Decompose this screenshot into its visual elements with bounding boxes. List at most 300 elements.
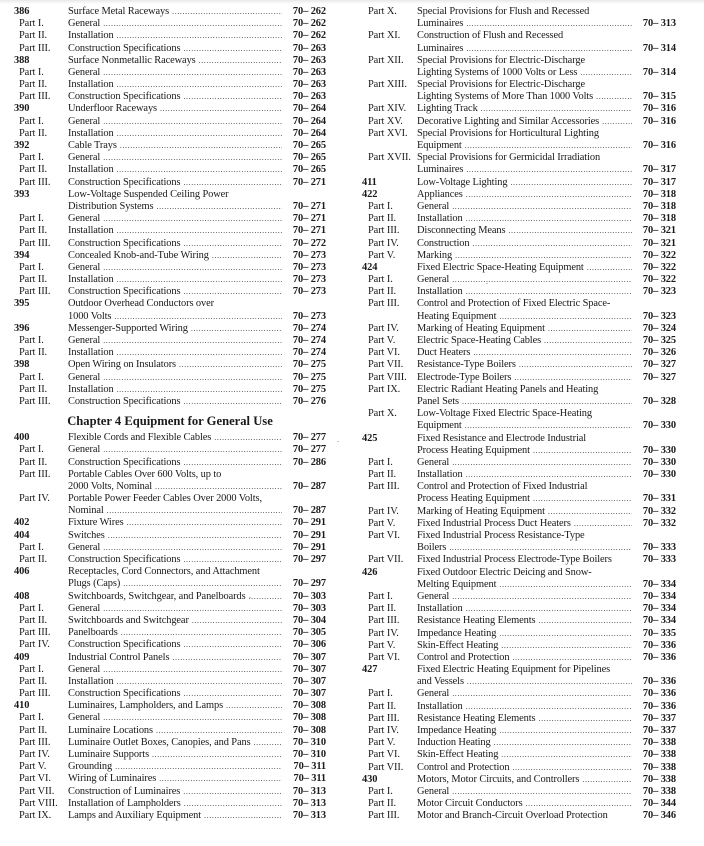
toc-part-entry[interactable] — [362, 250, 676, 262]
dot-leader — [466, 701, 632, 713]
toc-part-entry[interactable] — [362, 725, 676, 737]
entry-title — [417, 457, 634, 469]
toc-part-entry[interactable] — [362, 323, 676, 335]
toc-part-entry[interactable] — [362, 43, 676, 55]
toc-part-entry[interactable] — [362, 506, 676, 518]
toc-part-entry[interactable] — [362, 603, 676, 615]
part-number: Part X. — [368, 408, 397, 420]
entry-title-text: Fixed Industrial Process Electrode-Type Boilers — [417, 554, 612, 566]
toc-article-entry[interactable] — [14, 299, 326, 311]
dot-leader — [533, 445, 632, 457]
dot-leader — [602, 116, 632, 128]
page-number: 70– 275 — [292, 383, 326, 395]
toc-part-entry[interactable] — [14, 347, 326, 359]
entry-title-text: Electrode-Type Boilers — [417, 371, 512, 383]
entry-title — [68, 639, 284, 651]
toc-article-entry[interactable] — [362, 664, 676, 676]
part-number: Part I. — [19, 602, 44, 614]
toc-part-entry[interactable] — [362, 798, 676, 810]
part-number: Part IV. — [19, 749, 50, 761]
toc-part-entry[interactable] — [14, 30, 326, 42]
toc-part-entry[interactable] — [362, 518, 676, 530]
dot-leader — [204, 810, 282, 822]
entry-title — [417, 676, 634, 688]
toc-part-entry[interactable] — [362, 494, 676, 506]
part-number: Part II. — [368, 700, 397, 712]
entry-title-text: Construction Specifications — [68, 176, 181, 188]
page-edge — [0, 0, 704, 4]
toc-part-entry[interactable] — [362, 213, 676, 225]
entry-title-text: Motor and Branch-Circuit Overload Protection — [417, 810, 608, 822]
dot-leader — [533, 493, 632, 505]
toc-article-entry[interactable] — [14, 140, 326, 152]
toc-part-entry[interactable] — [14, 444, 326, 456]
part-number: Part I. — [19, 712, 44, 724]
toc-article-entry[interactable] — [14, 6, 326, 18]
toc-part-entry[interactable] — [14, 688, 326, 700]
toc-part-entry[interactable] — [14, 128, 326, 140]
entry-title-text: General — [68, 335, 101, 347]
toc-article-entry[interactable] — [14, 578, 326, 590]
part-number: Part II. — [368, 286, 397, 298]
dot-leader — [103, 18, 282, 30]
entry-title — [417, 469, 634, 481]
toc-article-entry[interactable] — [14, 566, 326, 578]
toc-part-entry[interactable] — [362, 408, 676, 420]
toc-part-entry[interactable] — [14, 737, 326, 749]
part-number: Part II. — [19, 614, 48, 626]
toc-part-entry[interactable] — [362, 359, 676, 371]
entry-title-text: Control and Protection — [417, 651, 510, 663]
toc-article-entry[interactable] — [14, 55, 326, 67]
entry-title — [417, 688, 634, 700]
toc-part-entry[interactable] — [14, 457, 326, 469]
entry-title-text: Installation of Lampholders — [68, 797, 181, 809]
toc-part-entry[interactable] — [14, 542, 326, 554]
toc-part-entry[interactable] — [362, 701, 676, 713]
dot-leader — [466, 469, 632, 481]
entry-title-text: Induction Heating — [417, 737, 491, 749]
entry-title — [417, 335, 634, 347]
toc-part-entry[interactable] — [14, 664, 326, 676]
toc-part-entry[interactable] — [362, 640, 676, 652]
dot-leader — [117, 225, 282, 237]
toc-article-entry[interactable] — [14, 311, 326, 323]
toc-part-entry[interactable] — [362, 30, 676, 42]
article-number: 400 — [14, 432, 30, 444]
part-number: Part III. — [368, 712, 400, 724]
dot-leader — [452, 688, 632, 700]
page-number: 70– 262 — [292, 5, 326, 17]
toc-article-entry[interactable] — [362, 445, 676, 457]
entry-title — [417, 6, 634, 18]
entry-title — [68, 798, 284, 810]
toc-part-entry[interactable] — [362, 652, 676, 664]
entry-title — [417, 91, 634, 103]
toc-article-entry[interactable] — [14, 591, 326, 603]
part-number: Part III. — [368, 225, 400, 237]
entry-title — [68, 238, 284, 250]
toc-part-entry[interactable] — [14, 213, 326, 225]
toc-part-entry[interactable] — [362, 6, 676, 18]
toc-part-entry[interactable] — [362, 164, 676, 176]
toc-part-entry[interactable] — [362, 384, 676, 396]
entry-title — [417, 250, 634, 262]
entry-title-text: Lighting Systems of 1000 Volts or Less — [417, 66, 578, 78]
article-number: 404 — [14, 529, 30, 541]
page-number: 70– 303 — [292, 590, 326, 602]
part-number: Part VII. — [368, 761, 404, 773]
dot-leader — [127, 517, 282, 529]
entry-title-text: Installation — [68, 675, 114, 687]
toc-part-entry[interactable] — [362, 786, 676, 798]
dot-leader — [512, 762, 632, 774]
toc-article-entry[interactable] — [362, 774, 676, 786]
toc-part-entry[interactable] — [362, 299, 676, 311]
entry-title-text: General — [68, 115, 101, 127]
entry-title-text: Installation — [68, 347, 114, 359]
toc-article-entry[interactable] — [362, 567, 676, 579]
toc-part-entry[interactable] — [362, 104, 676, 116]
toc-part-entry[interactable] — [14, 603, 326, 615]
dot-leader — [452, 591, 632, 603]
toc-part-entry[interactable] — [14, 225, 326, 237]
toc-part-entry[interactable] — [14, 493, 326, 505]
dot-leader — [123, 578, 282, 590]
page-number: 70– 311 — [293, 773, 326, 785]
dot-leader — [117, 274, 282, 286]
toc-article-entry[interactable] — [14, 359, 326, 371]
toc-article-entry[interactable] — [14, 189, 326, 201]
entry-title-text: Open Wiring on Insulators — [68, 359, 176, 371]
entry-title — [417, 30, 634, 42]
toc-part-entry[interactable] — [362, 91, 676, 103]
toc-article-entry[interactable] — [14, 104, 326, 116]
entry-title-text: Switches — [68, 529, 105, 541]
dot-leader — [539, 713, 633, 725]
toc-part-entry[interactable] — [362, 530, 676, 542]
entry-title — [417, 43, 634, 55]
toc-part-entry[interactable] — [362, 420, 676, 432]
toc-part-entry[interactable] — [362, 225, 676, 237]
page-number: 70– 314 — [642, 66, 676, 78]
toc-part-entry[interactable] — [362, 469, 676, 481]
page-number: 70– 297 — [292, 578, 326, 590]
entry-title — [417, 518, 634, 530]
part-number: Part VII. — [368, 554, 404, 566]
toc-part-entry[interactable] — [362, 591, 676, 603]
page-number: 70– 313 — [292, 809, 326, 821]
toc-part-entry[interactable] — [362, 128, 676, 140]
toc-part-entry[interactable] — [14, 749, 326, 761]
part-number: Part II. — [368, 798, 397, 810]
article-number: 392 — [14, 140, 30, 152]
dot-leader — [472, 238, 632, 250]
article-number: 425 — [362, 432, 378, 444]
toc-part-entry[interactable] — [362, 140, 676, 152]
toc-part-entry[interactable] — [14, 177, 326, 189]
page-number: 70– 263 — [292, 91, 326, 103]
entry-title — [68, 128, 284, 140]
entry-title — [68, 615, 284, 627]
entry-title — [417, 372, 634, 384]
toc-part-entry[interactable] — [14, 505, 326, 517]
part-number: Part III. — [368, 298, 400, 310]
entry-title-text: Fixed Outdoor Electric Deicing and Snow- — [417, 566, 592, 578]
toc-part-entry[interactable] — [14, 798, 326, 810]
toc-part-entry[interactable] — [14, 786, 326, 798]
part-number: Part VIII. — [368, 371, 407, 383]
entry-title — [68, 79, 284, 91]
toc-part-entry[interactable] — [362, 554, 676, 566]
toc-part-entry[interactable] — [14, 238, 326, 250]
toc-part-entry[interactable] — [362, 347, 676, 359]
toc-part-entry[interactable] — [362, 67, 676, 79]
entry-title-text: Marking of Heating Equipment — [417, 322, 545, 334]
dot-leader — [183, 286, 282, 298]
entry-title — [68, 177, 284, 189]
toc-article-entry[interactable] — [362, 579, 676, 591]
page-number: 70– 327 — [642, 359, 676, 371]
entry-title-text: Special Provisions for Electric-Discharge — [417, 79, 585, 91]
toc-part-entry[interactable] — [362, 737, 676, 749]
entry-title — [417, 493, 634, 505]
part-number: Part III. — [368, 481, 400, 493]
entry-title-text: and Vessels — [417, 676, 464, 688]
page-number: 70– 316 — [642, 115, 676, 127]
toc-part-entry[interactable] — [14, 810, 326, 822]
toc-part-entry[interactable] — [14, 469, 326, 481]
entry-title — [417, 67, 634, 79]
part-number: Part I. — [19, 66, 44, 78]
page-number: 70– 271 — [292, 200, 326, 212]
toc-part-entry[interactable] — [14, 116, 326, 128]
toc-part-entry[interactable] — [362, 238, 676, 250]
entry-title-text: Control and Protection of Fixed Industrial — [417, 481, 588, 493]
page-number: 70– 276 — [292, 395, 326, 407]
entry-title-text: Duct Heaters — [417, 347, 471, 359]
toc-part-entry[interactable] — [14, 164, 326, 176]
part-number: Part V. — [368, 737, 396, 749]
entry-title-text: Installation — [68, 383, 114, 395]
entry-title-text: Heating Equipment — [417, 310, 497, 322]
toc-part-entry[interactable] — [14, 372, 326, 384]
dot-leader — [117, 347, 282, 359]
toc-part-entry[interactable] — [14, 639, 326, 651]
toc-article-entry[interactable] — [14, 652, 326, 664]
entry-title — [68, 676, 284, 688]
toc-part-entry[interactable] — [362, 689, 676, 701]
toc-part-entry[interactable] — [362, 18, 676, 30]
entry-title — [417, 79, 634, 91]
entry-title — [68, 311, 284, 323]
page-number: 70– 264 — [292, 127, 326, 139]
toc-part-entry[interactable] — [14, 335, 326, 347]
entry-title-text: Plugs (Caps) — [68, 578, 121, 590]
toc-part-entry[interactable] — [14, 18, 326, 30]
toc-part-entry[interactable] — [14, 773, 326, 785]
toc-part-entry[interactable] — [362, 396, 676, 408]
toc-article-entry[interactable] — [362, 177, 676, 189]
page-number: 70– 307 — [292, 688, 326, 700]
dot-leader — [494, 737, 632, 749]
entry-title-text: Portable Power Feeder Cables Over 2000 Volts, — [68, 493, 262, 505]
entry-title — [68, 591, 284, 603]
toc-part-entry[interactable] — [362, 628, 676, 640]
toc-part-entry[interactable] — [362, 116, 676, 128]
entry-title — [417, 164, 634, 176]
entry-title-text: General — [417, 688, 450, 700]
toc-part-entry[interactable] — [14, 615, 326, 627]
entry-title-text: Installation — [417, 213, 463, 225]
toc-part-entry[interactable] — [362, 457, 676, 469]
page-number: 70– 275 — [292, 371, 326, 383]
part-number: Part IX. — [368, 383, 401, 395]
toc-part-entry[interactable] — [362, 615, 676, 627]
toc-article-entry[interactable] — [362, 676, 676, 688]
toc-part-entry[interactable] — [362, 152, 676, 164]
entry-title — [417, 762, 634, 774]
toc-part-entry[interactable] — [362, 201, 676, 213]
entry-title — [68, 116, 284, 128]
entry-title-text: Resistance Heating Elements — [417, 615, 536, 627]
entry-title — [68, 18, 284, 30]
toc-part-entry[interactable] — [14, 676, 326, 688]
toc-part-entry[interactable] — [14, 725, 326, 737]
toc-part-entry[interactable] — [362, 749, 676, 761]
entry-title-text: Distribution Systems — [68, 200, 154, 212]
entry-title-text: Fixed Industrial Process Resistance-Type — [417, 530, 585, 542]
entry-title-text: Installation — [68, 225, 114, 237]
toc-part-entry[interactable] — [14, 91, 326, 103]
toc-part-entry[interactable] — [362, 55, 676, 67]
toc-part-entry[interactable] — [362, 713, 676, 725]
toc-part-entry[interactable] — [362, 79, 676, 91]
page-number: 70– 318 — [642, 188, 676, 200]
page-number: 70– 314 — [642, 42, 676, 54]
entry-title-text: Messenger-Supported Wiring — [68, 322, 188, 334]
toc-part-entry[interactable] — [14, 627, 326, 639]
page-number: 70– 337 — [642, 725, 676, 737]
toc-part-entry[interactable] — [362, 286, 676, 298]
entry-title-text: Luminaires — [417, 164, 464, 176]
entry-title — [417, 567, 634, 579]
entry-title-text: Concealed Knob-and-Tube Wiring — [68, 249, 209, 261]
toc-part-entry[interactable] — [14, 262, 326, 274]
entry-title-text: Melting Equipment — [417, 578, 497, 590]
page-number: 70– 265 — [292, 164, 326, 176]
page-number: 70– 336 — [642, 651, 676, 663]
part-number: Part IV. — [368, 725, 399, 737]
toc-article-entry[interactable] — [14, 518, 326, 530]
toc-part-entry[interactable] — [14, 286, 326, 298]
toc-article-entry[interactable] — [14, 432, 326, 444]
toc-part-entry[interactable] — [362, 762, 676, 774]
toc-part-entry[interactable] — [14, 79, 326, 91]
part-number: Part III. — [368, 810, 400, 822]
scan-speck — [337, 441, 339, 442]
page-number: 70– 308 — [292, 712, 326, 724]
dot-leader — [103, 444, 282, 456]
part-number: Part V. — [368, 517, 396, 529]
part-number: Part I. — [19, 261, 44, 273]
toc-part-entry[interactable] — [362, 335, 676, 347]
page-number: 70– 313 — [292, 797, 326, 809]
toc-part-entry[interactable] — [14, 481, 326, 493]
entry-title-text: Lamps and Auxiliary Equipment — [68, 809, 202, 821]
toc-article-entry[interactable] — [362, 189, 676, 201]
toc-article-entry[interactable] — [14, 323, 326, 335]
dot-leader — [172, 6, 282, 18]
page-number: 70– 318 — [642, 213, 676, 225]
toc-article-entry[interactable] — [14, 700, 326, 712]
entry-title-text: Luminaire Outlet Boxes, Canopies, and Pans — [68, 736, 251, 748]
toc-part-entry[interactable] — [362, 810, 676, 822]
entry-title-text: Installation — [68, 127, 114, 139]
toc-part-entry[interactable] — [14, 554, 326, 566]
toc-part-entry[interactable] — [362, 274, 676, 286]
entry-title-text: Electric Radiant Heating Panels and Heating — [417, 383, 599, 395]
entry-title — [68, 432, 284, 444]
part-number: Part I. — [19, 115, 44, 127]
toc-part-entry[interactable] — [362, 311, 676, 323]
toc-entries-continued — [362, 6, 676, 823]
toc-part-entry[interactable] — [14, 384, 326, 396]
entry-title — [68, 566, 284, 578]
dot-leader — [455, 250, 632, 262]
toc-part-entry[interactable] — [14, 152, 326, 164]
page-number: 70– 274 — [292, 335, 326, 347]
toc-part-entry[interactable] — [362, 542, 676, 554]
dot-leader — [103, 372, 282, 384]
toc-part-entry[interactable] — [14, 713, 326, 725]
toc-article-entry[interactable] — [14, 530, 326, 542]
page-number: 70– 328 — [642, 395, 676, 407]
entry-title — [68, 444, 284, 456]
toc-part-entry[interactable] — [14, 67, 326, 79]
part-number: Part I. — [19, 335, 44, 347]
entry-title — [68, 262, 284, 274]
toc-part-entry[interactable] — [14, 274, 326, 286]
dot-leader — [548, 506, 632, 518]
dot-leader — [499, 579, 632, 591]
toc-article-entry[interactable] — [14, 250, 326, 262]
toc-article-entry[interactable] — [14, 201, 326, 213]
page-number: 70– 262 — [292, 30, 326, 42]
toc-part-entry[interactable] — [362, 481, 676, 493]
entry-title — [68, 481, 284, 493]
toc-part-entry[interactable] — [14, 761, 326, 773]
toc-part-entry[interactable] — [362, 372, 676, 384]
part-number: Part III. — [19, 176, 51, 188]
part-number: Part V. — [368, 639, 396, 651]
entry-title-text: General — [68, 152, 101, 164]
article-number: 406 — [14, 566, 30, 578]
page-number: 70– 324 — [642, 322, 676, 334]
entry-title — [417, 274, 634, 286]
article-number: 410 — [14, 700, 30, 712]
dot-leader — [103, 712, 282, 724]
dot-leader — [249, 591, 282, 603]
toc-part-entry[interactable] — [14, 43, 326, 55]
part-number: Part I. — [19, 444, 44, 456]
entry-title — [68, 103, 284, 115]
toc-part-entry[interactable] — [14, 396, 326, 408]
toc-article-entry[interactable] — [362, 433, 676, 445]
toc-article-entry[interactable] — [362, 262, 676, 274]
entry-title-text: General — [417, 785, 450, 797]
article-number: 426 — [362, 566, 378, 578]
